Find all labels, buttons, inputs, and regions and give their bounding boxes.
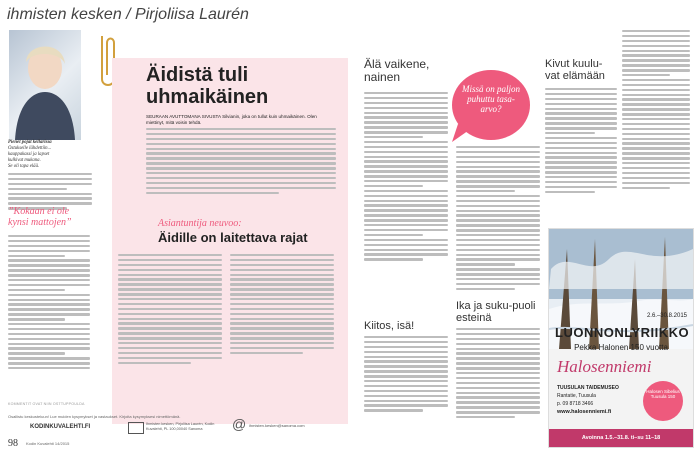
article-headline: Äidistä tuli uhmaikäinen (146, 64, 269, 108)
bubble-text: Missä on paljon puhuttu tasa-arvo? (462, 84, 521, 114)
author-portrait (9, 30, 81, 140)
ad-hours: Avoinna 1.5.–31.8. ti–su 11–18 (549, 429, 693, 447)
footer-address: Ihmisten kesken, Pirjoliisa Laurén, Kodin Kuvalehti, PL 100,00040 Sanoma (146, 422, 215, 431)
ad-subtitle: Pekka Halonen 150 vuotta (574, 343, 668, 352)
col1-text (364, 92, 448, 263)
col2a-text (456, 146, 540, 293)
pull-quote: ”Kokaan ei ole kynsi mattojen” (8, 206, 72, 228)
section-header: ihmisten kesken / Pirjoliisa Laurén (7, 6, 249, 23)
ad-brand: Halosenniemi (557, 357, 652, 376)
advice-title: Äidille on laitettava rajat (158, 230, 308, 245)
col1-title2: Kiitos, isä! (364, 320, 415, 332)
ad-badge: Halosen Sibelius Tuusula 150 (643, 381, 683, 421)
bubble-tail (452, 124, 482, 144)
col3-text (545, 88, 617, 196)
issue-label: Kodin Kuvalehti 14/2015 (26, 441, 70, 446)
left-column-text (8, 235, 90, 372)
portrait-caption: Pienet pojat kellarissa Ostukselle lähdettiin... kauppakassi ja lapset kulkivat mukana. Se oli tapa elää. (8, 140, 92, 212)
footer-web[interactable]: KODINKUVALEHTI.FI (30, 424, 91, 430)
at-icon: @ (232, 416, 247, 432)
col3-title: Kivut kuulu-vat elämään (545, 58, 605, 82)
ad-street: Rantatie, Tuusula (557, 393, 596, 399)
col1-title: Älä vaikene, nainen (364, 57, 430, 84)
page-number: 98 (8, 438, 18, 449)
article-lead: SEURAAN AVUTTOMANA SIVUSTA Silvianin, joka on tullut kuin uhmaikäinen. Olen miettinyt, mitä voisin tehdä. (146, 114, 317, 125)
ad-site[interactable]: www.halosenniemi.fi (557, 409, 612, 415)
ad-dates: 2.6.–30.8.2015 (646, 313, 687, 319)
col4-text (622, 30, 690, 191)
ad-phone: p. 09 8718 3466 (557, 401, 594, 407)
envelope-icon (128, 422, 144, 434)
advertisement[interactable] (548, 228, 694, 448)
comments-line: KOMMENTIT OVAT NIIN OSTTUPPOULDA (8, 402, 85, 406)
footer-email[interactable]: ihmisten.kesken@sanoma.com (249, 423, 305, 428)
article-panel (112, 58, 348, 424)
footer-note: Osallistu keskusteluun! Lue muiden kysymykset ja vastaukset. Kirjoita kysymyksesi nimettömänä. (8, 414, 181, 419)
advice-kicker: Asiantuntija neuvoo: (158, 218, 242, 229)
ad-title: LUONNONLYRIIKKO (555, 325, 690, 340)
ad-museum: TUUSULAN TAIDEMUSEO (557, 385, 619, 391)
col2-title2: Ika ja suku-puoli esteinä (456, 300, 536, 324)
